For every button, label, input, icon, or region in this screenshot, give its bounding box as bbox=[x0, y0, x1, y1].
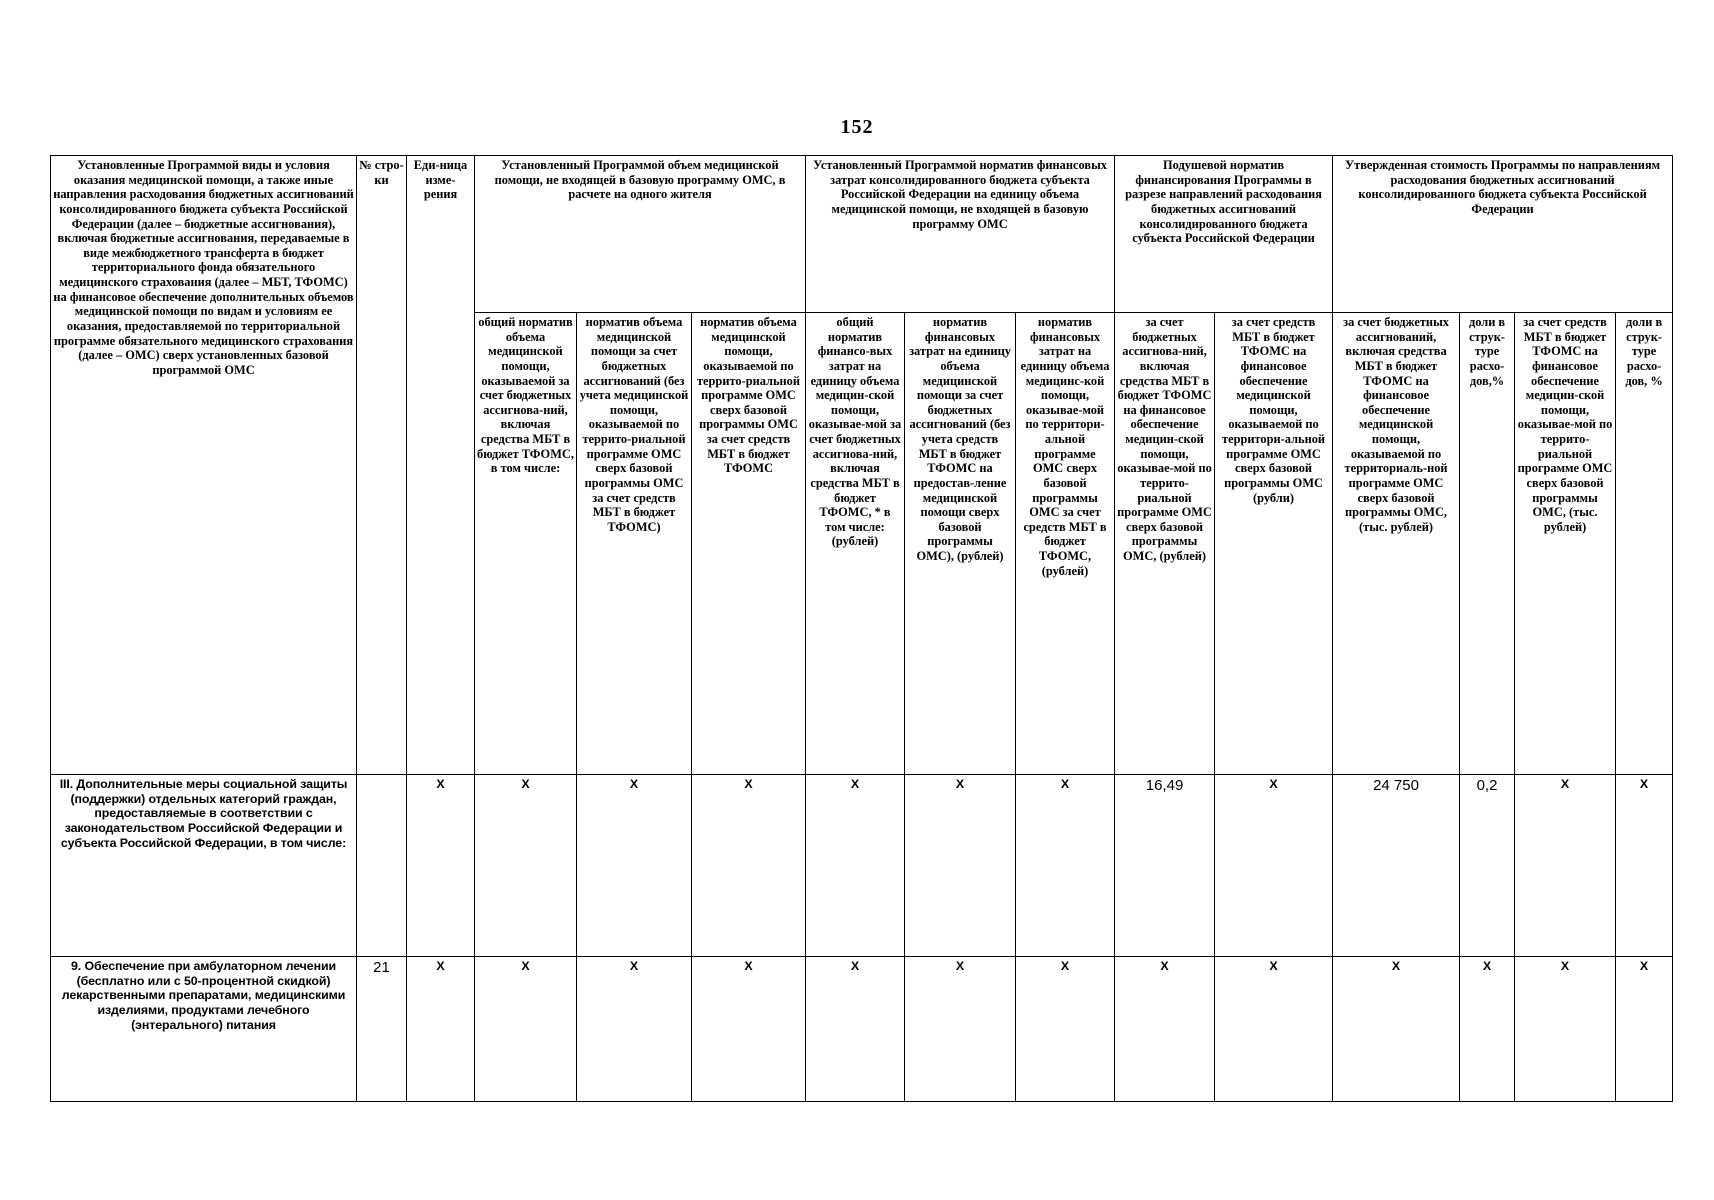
header-sub-approved-mbt-share: доли в струк-туре расхо-дов, % bbox=[1616, 313, 1673, 775]
table-row bbox=[51, 775, 1673, 957]
header-sub-approved-mbt: за счет средств МБТ в бюджет ТФОМС на финансовое обеспечение медицин-ской помощи, оказывае-мой по террито-риальной программе ОМС сверх базовой программы ОМС, (тыс. рублей) bbox=[1515, 313, 1616, 775]
row-cell: X bbox=[1215, 957, 1333, 1102]
row-description: 9. Обеспечение при амбулаторном лечении (бесплатно или с 50-процентной скидкой) лекарственными препаратами, медицинскими изделиями, продуктами лечебного (энтерального) питания bbox=[51, 957, 357, 1102]
row-cell: X bbox=[1515, 957, 1616, 1102]
row-cell: X bbox=[692, 775, 806, 957]
header-group-per-capita: Подушевой норматив финансирования Программы в разрезе направлений расходования бюджетных ассигнований консолидированного бюджета субъекта Российской Федерации bbox=[1115, 156, 1333, 313]
row-unit: X bbox=[407, 957, 475, 1102]
header-sub-per-capita-mbt: за счет средств МБТ в бюджет ТФОМС на финансовое обеспечение медицинской помощи, оказываемой по территори-альной программе ОМС сверх базовой программы ОМС (рубли) bbox=[1215, 313, 1333, 775]
row-cell-per-capita: 16,49 bbox=[1115, 775, 1215, 957]
header-unit: Еди-ница изме-рения bbox=[407, 156, 475, 775]
row-cell: X bbox=[1616, 775, 1673, 957]
header-group-cost-norm: Установленный Программой норматив финансовых затрат консолидированного бюджета субъекта Российской Федерации на единицу объема медицинской помощи, не входящей в базовую программу ОМС bbox=[806, 156, 1115, 313]
row-cell-share: 0,2 bbox=[1460, 775, 1515, 957]
header-sub-total-volume: общий норматив объема медицинской помощи, оказываемой за счет бюджетных ассигнова-ний, включая средства МБТ в бюджет ТФОМС, в том числе: bbox=[475, 313, 577, 775]
header-description: Установленные Программой виды и условия оказания медицинской помощи, а также иные направления расходования бюджетных ассигнований консолидированного бюджета субъекта Российской Федерации (далее – бюджетные ассигнования), включая бюджетные ассигнования, передаваемые в виде межбюджетного трансферта в бюджет территориального фонда обязательного медицинского страхования (далее – МБТ, ТФОМС) на финансовое обеспечение дополнительных объемов медицинской помощи по видам и условиям ее оказания, предоставляемой по территориальной программе обязательного медицинского страхования (далее – ОМС) сверх установленных базовой программой ОМС bbox=[51, 156, 357, 775]
row-number bbox=[357, 775, 407, 957]
header-sub-per-capita-budget: за счет бюджетных ассигнова-ний, включая средства МБТ в бюджет ТФОМС на финансовое обеспечение медицин-ской помощи, оказывае-мой по террито-риальной программе ОМС сверх базовой программы ОМС, (рублей) bbox=[1115, 313, 1215, 775]
header-sub-approved-budget: за счет бюджетных ассигнований, включая средства МБТ в бюджет ТФОМС на финансовое обеспечение медицинской помощи, оказываемой по территориаль-ной программе ОМС сверх базовой программы ОМС, (тыс. рублей) bbox=[1333, 313, 1460, 775]
row-cell: X bbox=[1115, 957, 1215, 1102]
row-unit: X bbox=[407, 775, 475, 957]
row-cell: X bbox=[1616, 957, 1673, 1102]
header-sub-budget-volume: норматив объема медицинской помощи за счет бюджетных ассигнований (без учета медицинской помощи, оказываемой по террито-риальной программе ОМС сверх базовой программы ОМС за счет средств МБТ в бюджет ТФОМС) bbox=[577, 313, 692, 775]
row-cell: X bbox=[806, 957, 905, 1102]
row-cell: X bbox=[1460, 957, 1515, 1102]
row-cell: X bbox=[577, 775, 692, 957]
row-number: 21 bbox=[357, 957, 407, 1102]
header-sub-mbt-volume: норматив объема медицинской помощи, оказываемой по террито-риальной программе ОМС сверх базовой программы ОМС за счет средств МБТ в бюджет ТФОМС bbox=[692, 313, 806, 775]
header-group-volume: Установленный Программой объем медицинской помощи, не входящей в базовую программу ОМС, в расчете на одного жителя bbox=[475, 156, 806, 313]
row-description: III. Дополнительные меры социальной защиты (поддержки) отдельных категорий граждан, предоставляемые в соответствии с законодательством Российской Федерации и субъекта Российской Федерации, в том числе: bbox=[51, 775, 357, 957]
header-group-approved-cost: Утвержденная стоимость Программы по направлениям расходования бюджетных ассигнований консолидированного бюджета субъекта Российской Федерации bbox=[1333, 156, 1673, 313]
row-cell: X bbox=[806, 775, 905, 957]
row-cell: X bbox=[1515, 775, 1616, 957]
header-row-number: № стро-ки bbox=[357, 156, 407, 775]
row-cell: X bbox=[692, 957, 806, 1102]
header-sub-approved-budget-share: доли в струк-туре расхо-дов,% bbox=[1460, 313, 1515, 775]
row-cell: X bbox=[905, 957, 1016, 1102]
program-cost-table bbox=[50, 155, 1673, 1102]
row-cell: X bbox=[1016, 957, 1115, 1102]
table-row bbox=[51, 957, 1673, 1102]
header-sub-mbt-cost-norm: норматив финансовых затрат на единицу объема медицинс-кой помощи, оказывае-мой по территори-альной программе ОМС сверх базовой программы ОМС за счет средств МБТ в бюджет ТФОМС, (рублей) bbox=[1016, 313, 1115, 775]
row-cell: X bbox=[577, 957, 692, 1102]
row-cell: X bbox=[475, 775, 577, 957]
row-cell-approved-cost: 24 750 bbox=[1333, 775, 1460, 957]
row-cell: X bbox=[1215, 775, 1333, 957]
row-cell: X bbox=[1333, 957, 1460, 1102]
row-cell: X bbox=[475, 957, 577, 1102]
row-cell: X bbox=[1016, 775, 1115, 957]
page-number: 152 bbox=[840, 116, 874, 138]
header-sub-total-cost-norm: общий норматив финансо-вых затрат на единицу объема медицин-ской помощи, оказывае-мой за счет бюджетных ассигнова-ний, включая средства МБТ в бюджет ТФОМС, * в том числе: (рублей) bbox=[806, 313, 905, 775]
row-cell: X bbox=[905, 775, 1016, 957]
header-sub-budget-cost-norm: норматив финансовых затрат на единицу объема медицинской помощи за счет бюджетных ассигнований (без учета средств МБТ в бюджет ТФОМС на предостав-ление медицинской помощи сверх базовой программы ОМС), (рублей) bbox=[905, 313, 1016, 775]
